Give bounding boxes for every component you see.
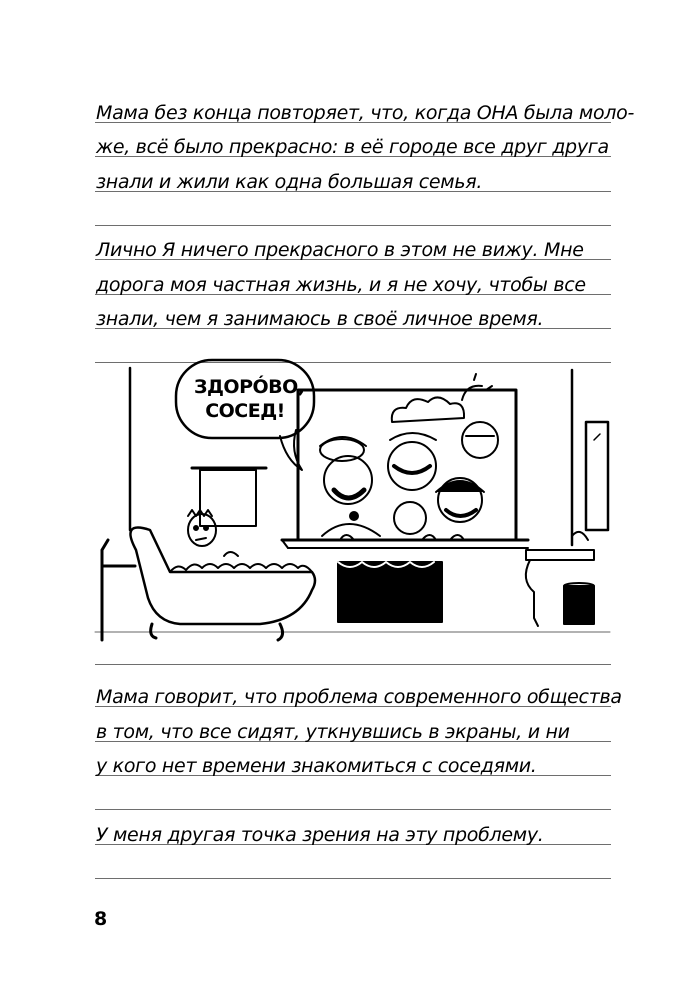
text-line: знали, чем я занимаюсь в своё личное время.: [96, 308, 544, 330]
notebook-rule: [95, 878, 611, 879]
text-line: знали и жили как одна большая семья.: [96, 171, 483, 193]
text-line: дорога моя частная жизнь, и я не хочу, чтобы все: [96, 274, 586, 296]
text-line: в том, что все сидят, уткнувшись в экраны, и ни: [96, 721, 570, 743]
text-line: Мама говорит, что проблема современного общества: [96, 686, 622, 708]
page-number: 8: [94, 908, 108, 930]
notebook-rule: [95, 809, 611, 810]
text-line: Мама без конца повторяет, что, когда ОНА была моло-: [96, 102, 635, 124]
notebook-rule: [95, 225, 611, 226]
bathroom-illustration: [90, 340, 620, 654]
text-line: же, всё было прекрасно: в её городе все друг друга: [96, 136, 609, 158]
text-line: Лично Я ничего прекрасного в этом не вижу. Мне: [96, 239, 584, 261]
text-line: У меня другая точка зрения на эту проблему.: [96, 824, 544, 846]
text-line: у кого нет времени знакомиться с соседями.: [96, 755, 537, 777]
cartoon-drawing: [90, 340, 620, 650]
speech-bubble-line1: ЗДОРÓВО,: [194, 376, 305, 398]
speech-bubble-line2: СОСЕД!: [205, 400, 285, 422]
notebook-rule: [95, 664, 611, 665]
